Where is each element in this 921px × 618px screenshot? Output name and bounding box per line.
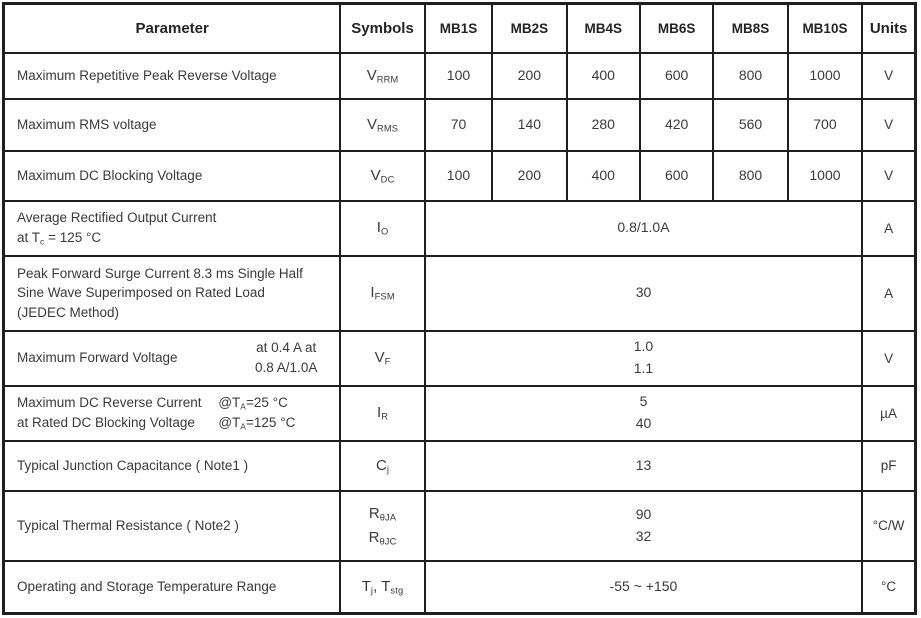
text-segment: =25 °C [246, 394, 288, 410]
param-line: (JEDEC Method) [17, 304, 120, 320]
param-cell [4, 256, 341, 331]
param-line: Peak Forward Surge Current 8.3 ms Single Half [17, 265, 303, 281]
value-cell-mb6s: 420 [640, 99, 713, 151]
value-cell-mb2s: 200 [492, 53, 566, 99]
symbol-base: T [361, 578, 371, 596]
table-row-rtheta [4, 491, 916, 561]
value-line: 5 [639, 393, 648, 410]
param-line: Sine Wave Superimposed on Rated Load [17, 285, 265, 301]
unit-cell: A [862, 256, 915, 331]
text-subscript: c [40, 236, 45, 247]
unit-cell: V [862, 53, 915, 99]
text-segment: = 125 °C [44, 230, 102, 245]
symbol-cell [340, 331, 424, 386]
value-cell-merged [425, 331, 862, 386]
value-cell-mb10s: 1000 [788, 53, 862, 99]
param-cell [4, 331, 341, 386]
param-label [17, 393, 202, 432]
value-line: 90 [635, 505, 652, 522]
value-cell-mb1s: 100 [425, 151, 492, 201]
symbol-base: R [368, 505, 380, 523]
value-cell-mb8s: 800 [713, 151, 787, 201]
value-cell-merged: -55 ~ +150 [425, 561, 862, 614]
text-segment: @T [218, 415, 241, 430]
symbol-cell [340, 151, 424, 201]
value-line: 1.0 [633, 338, 654, 355]
symbol-line [343, 526, 421, 549]
symbol-base: V [366, 115, 377, 133]
column-header-mb2s: MB2S [492, 4, 566, 53]
symbol-base: I [376, 219, 381, 237]
text-segment: =125 °C [246, 415, 296, 430]
value-line: 40 [635, 415, 652, 431]
symbol-cell [340, 561, 424, 614]
param-cell [4, 386, 341, 441]
symbol-subscript: j [386, 464, 390, 475]
symbol-separator: , [373, 578, 382, 596]
table-row-vrms [4, 99, 916, 151]
value-cell-mb4s: 280 [567, 99, 640, 151]
symbol-subscript: stg [390, 585, 404, 596]
symbol-cell [340, 99, 424, 151]
symbol-subscript: FSM [374, 291, 395, 302]
symbol-cell [340, 491, 424, 561]
symbol-cell [340, 441, 424, 491]
column-header-mb1s: MB1S [425, 4, 492, 53]
value-cell-merged: 13 [425, 441, 862, 491]
symbol-base: T [381, 578, 391, 596]
symbol-cell [340, 386, 424, 441]
text-subscript: A [240, 401, 247, 412]
table-row-ir [4, 386, 916, 441]
text-segment: at T [17, 230, 41, 245]
symbol-subscript: RRM [376, 74, 399, 85]
column-header-mb8s: MB8S [713, 4, 787, 53]
symbol-subscript: RMS [376, 123, 399, 134]
text-subscript: A [240, 421, 247, 432]
table-row-vrrm [4, 53, 916, 99]
value-cell-mb2s: 200 [492, 151, 566, 201]
column-header-mb10s: MB10S [788, 4, 862, 53]
value-cell-merged: 30 [425, 256, 862, 331]
condition-line: 0.8 A/1.0A [255, 360, 318, 375]
unit-cell: V [862, 331, 915, 386]
symbol-subscript: θJA [379, 512, 397, 523]
value-cell-mb4s: 400 [567, 151, 640, 201]
param-line: Maximum DC Reverse Current [17, 395, 202, 411]
param-cell: Maximum Repetitive Peak Reverse Voltage [4, 53, 341, 99]
param-line: at Rated DC Blocking Voltage [17, 415, 195, 430]
symbol-subscript: DC [380, 174, 395, 185]
unit-cell: °C/W [862, 491, 915, 561]
param-cell: Typical Junction Capacitance ( Note1 ) [4, 441, 341, 491]
unit-cell: V [862, 151, 915, 201]
value-cell-mb4s: 400 [567, 53, 640, 99]
header-row [4, 4, 916, 53]
test-condition [255, 338, 317, 379]
value-cell-merged [425, 386, 862, 441]
column-header-symbols: Symbols [340, 4, 424, 53]
value-cell-mb8s: 560 [713, 99, 787, 151]
unit-cell: µA [862, 386, 915, 441]
value-cell-mb10s: 700 [788, 99, 862, 151]
param-cell: Maximum RMS voltage [4, 99, 341, 151]
symbol-line [343, 502, 421, 525]
value-cell-mb6s: 600 [640, 53, 713, 99]
value-cell-mb10s: 1000 [788, 151, 862, 201]
electrical-characteristics-table [2, 2, 917, 615]
symbol-base: V [370, 166, 381, 184]
symbol-base: R [368, 528, 380, 546]
value-cell-mb6s: 600 [640, 151, 713, 201]
value-cell-merged [425, 491, 862, 561]
param-line: Average Rectified Output Current [17, 210, 217, 226]
table-row-vf [4, 331, 916, 386]
value-cell-merged: 0.8/1.0A [425, 201, 862, 256]
symbol-base: I [377, 404, 382, 422]
param-line [17, 228, 331, 248]
test-condition [218, 393, 295, 434]
symbol-subscript: F [384, 356, 391, 367]
value-cell-mb2s: 140 [492, 99, 566, 151]
param-label: Maximum Forward Voltage [17, 350, 178, 366]
datasheet-page [0, 2, 921, 618]
column-header-mb6s: MB6S [640, 4, 713, 53]
text-segment: @T [218, 394, 241, 410]
unit-cell: V [862, 99, 915, 151]
value-cell-mb1s: 100 [425, 53, 492, 99]
table-row-ifsm [4, 256, 916, 331]
table-row-tstg [4, 561, 916, 614]
unit-cell: °C [862, 561, 915, 614]
symbol-subscript: θJC [379, 536, 397, 547]
symbol-cell [340, 53, 424, 99]
condition-line [218, 393, 295, 413]
param-cell [4, 201, 341, 256]
symbol-base: V [374, 349, 385, 367]
symbol-base: I [370, 284, 375, 302]
value-line: 1.1 [633, 360, 654, 376]
param-cell: Operating and Storage Temperature Range [4, 561, 341, 614]
unit-cell: A [862, 201, 915, 256]
column-header-parameter: Parameter [4, 4, 341, 53]
symbol-subscript: R [381, 411, 389, 422]
column-header-units: Units [862, 4, 915, 53]
column-header-mb4s: MB4S [567, 4, 640, 53]
value-cell-mb8s: 800 [713, 53, 787, 99]
table-row-io [4, 201, 916, 256]
symbol-base: V [366, 66, 377, 84]
symbol-subscript: O [380, 226, 389, 237]
value-line: 32 [635, 527, 652, 544]
table-row-vdc [4, 151, 916, 201]
symbol-cell [340, 256, 424, 331]
symbol-cell [340, 201, 424, 256]
symbol-subscript: j [370, 585, 374, 596]
condition-line: at 0.4 A at [256, 339, 317, 355]
param-cell: Typical Thermal Resistance ( Note2 ) [4, 491, 341, 561]
condition-line [218, 413, 295, 433]
param-cell: Maximum DC Blocking Voltage [4, 151, 341, 201]
table-row-cj [4, 441, 916, 491]
unit-cell: pF [862, 441, 915, 491]
value-cell-mb1s: 70 [425, 99, 492, 151]
symbol-base: C [376, 456, 387, 474]
